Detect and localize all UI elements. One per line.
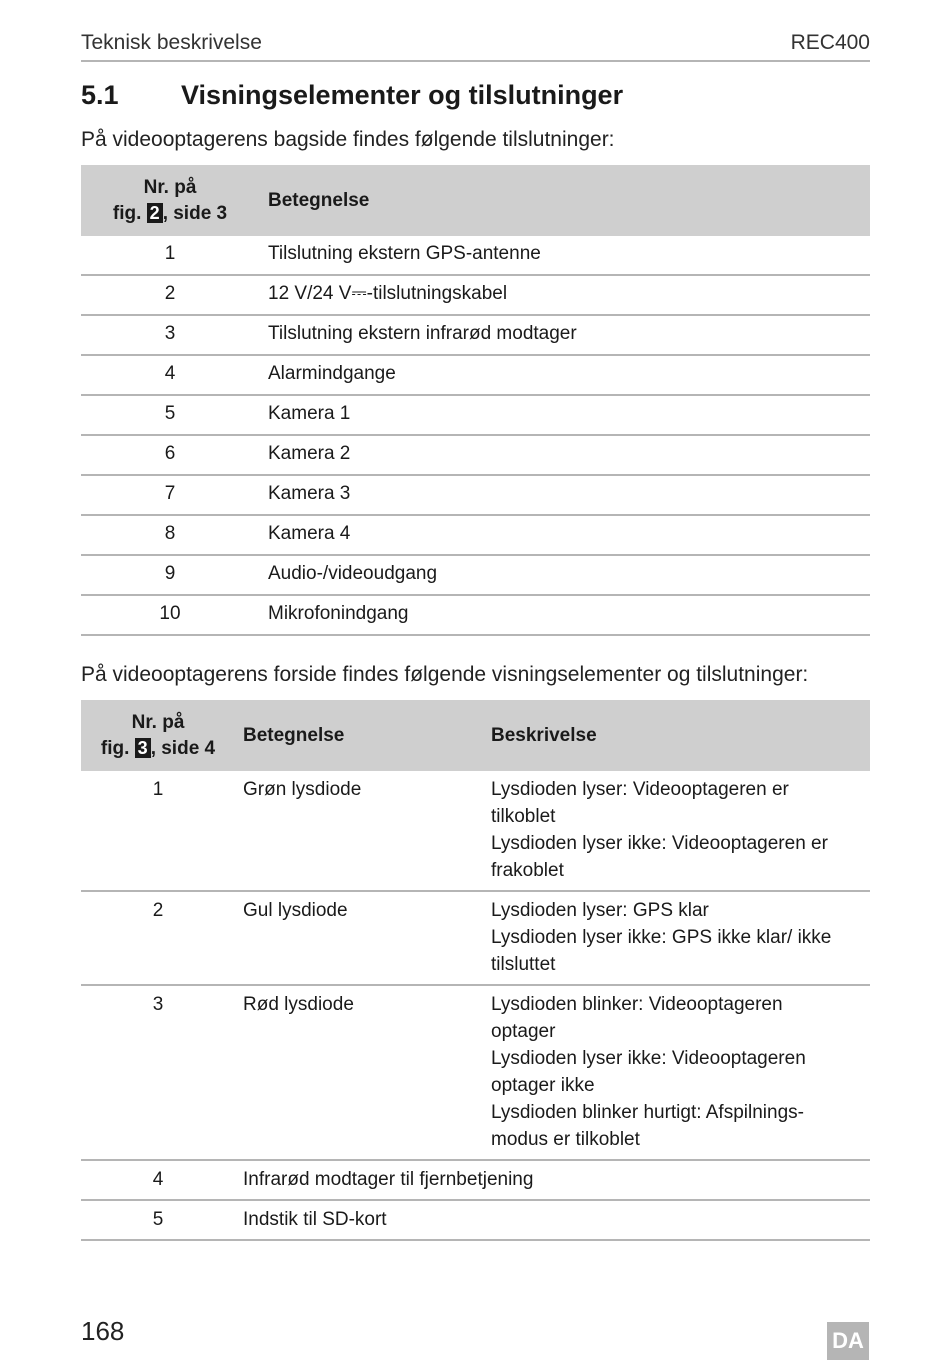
table-row [81,315,870,355]
section-heading [81,78,623,112]
row-number: 9 [81,555,259,595]
row-betegnelse: Infrarød modtager til fjernbetjening [235,1160,870,1200]
nr-label: Nr. på [143,176,197,198]
header-model: REC400 [790,31,870,54]
table-row [81,891,870,985]
row-number: 3 [81,315,259,355]
description-line: Lysdioden lyser: Videooptageren er tilkoblet [491,779,789,827]
row-beskrivelse [483,771,870,891]
table-row [81,1160,870,1200]
table-header-row [81,700,870,771]
row-betegnelse: Gul lysdiode [235,891,483,985]
row-number: 1 [81,236,259,275]
table-row [81,236,870,275]
language-badge: DA [827,1322,869,1360]
row-number: 1 [81,771,235,891]
row-text: Mikrofonindgang [259,595,870,635]
table-row [81,1200,870,1240]
page-header [81,30,870,62]
row-text: Audio-/videoudgang [259,555,870,595]
table-row [81,985,870,1160]
row-beskrivelse [483,985,870,1160]
table-row [81,275,870,315]
row-betegnelse: Rød lysdiode [235,985,483,1160]
row-betegnelse: Grøn lysdiode [235,771,483,891]
row-number: 4 [81,355,259,395]
row-number: 5 [81,395,259,435]
front-elements-table [81,700,870,1241]
row-number: 7 [81,475,259,515]
row-text: Kamera 4 [259,515,870,555]
table-row [81,475,870,515]
description-line: Lysdioden lyser: GPS klar [491,900,709,921]
side-label: , side 3 [162,202,228,224]
section-title: Visningselementer og tilslutninger [181,80,624,110]
fig-label: fig. [112,202,142,224]
intro-front: På videooptagerens forside findes følgende visningselementer og tilslutninger: [81,663,809,686]
row-text: Kamera 3 [259,475,870,515]
row-number: 2 [81,891,235,985]
row-text: Kamera 2 [259,435,870,475]
row-number: 5 [81,1200,235,1240]
row-text: 12 V/24 V⎓-tilslutningskabel [259,275,870,315]
nr-label: Nr. på [131,711,185,733]
row-number: 2 [81,275,259,315]
row-text: Kamera 1 [259,395,870,435]
row-number: 8 [81,515,259,555]
header-title: Teknisk beskrivelse [81,31,262,54]
column-header-nr [81,165,259,236]
column-header-betegnelse: Betegnelse [235,700,483,771]
row-number: 4 [81,1160,235,1200]
fig-label: fig. [100,737,130,759]
table-row [81,435,870,475]
row-beskrivelse [483,891,870,985]
column-header-beskrivelse: Beskrivelse [483,700,870,771]
description-line: Lysdioden lyser ikke: GPS ikke klar/ ikke tilsluttet [491,927,832,975]
intro-rear: På videooptagerens bagside findes følgende tilslutninger: [81,128,615,151]
description-line: Lysdioden blinker: Videooptageren optager [491,994,783,1042]
row-number: 3 [81,985,235,1160]
column-header-betegnelse: Betegnelse [259,165,870,236]
description-line: Lysdioden lyser ikke: Videooptageren optager ikke [491,1048,806,1096]
section-number: 5.1 [81,80,119,110]
table-row [81,395,870,435]
description-line: Lysdioden lyser ikke: Videooptageren er frakoblet [491,833,828,881]
table-row [81,515,870,555]
row-text: Alarmindgange [259,355,870,395]
description-line: Lysdioden blinker hurtigt: Afspilnings-modus er tilkoblet [491,1102,804,1150]
table-row [81,595,870,635]
table-header-row [81,165,870,236]
row-text: Tilslutning ekstern infrarød modtager [259,315,870,355]
figure-number-badge: 2 [147,203,163,223]
table-row [81,555,870,595]
table-row [81,771,870,891]
page-number: 168 [81,1316,125,1346]
row-number: 6 [81,435,259,475]
row-betegnelse: Indstik til SD-kort [235,1200,870,1240]
rear-connections-table [81,165,870,636]
row-text: Tilslutning ekstern GPS-antenne [259,236,870,275]
column-header-nr [81,700,235,771]
row-number: 10 [81,595,259,635]
table-row [81,355,870,395]
side-label: , side 4 [150,737,216,759]
figure-number-badge: 3 [135,738,151,758]
